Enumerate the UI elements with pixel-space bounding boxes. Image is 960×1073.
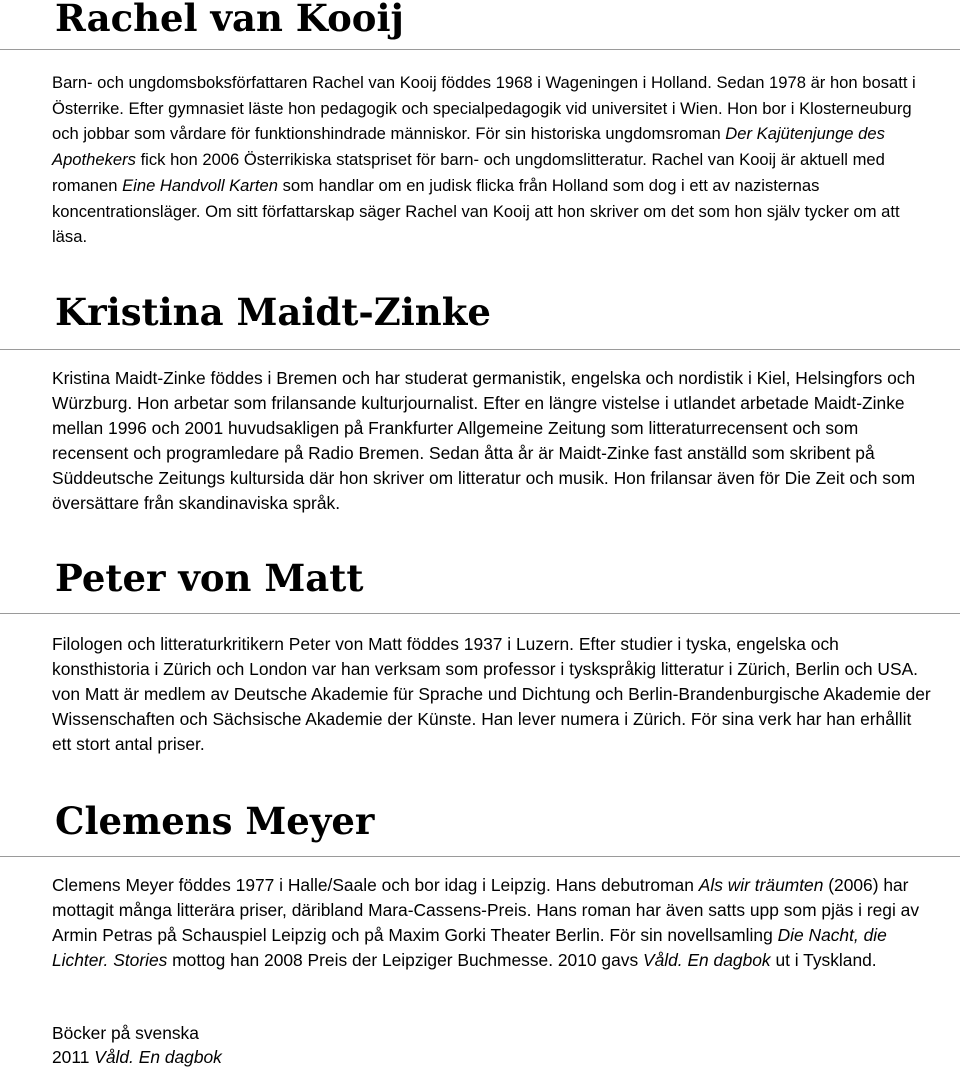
italic-title: Våld. En dagbok xyxy=(642,949,771,970)
author-heading: Peter von Matt xyxy=(55,556,364,600)
text-run: som handlar om en judisk flicka från Holland som dog i ett av nazisternas koncentrationsläger. Om sitt författarskap säger Rachel van Kooij att hon skriver om det som hon själv tycker om att läsa. xyxy=(52,175,900,247)
text-run: Kristina Maidt-Zinke föddes i Bremen och har studerat germanistik, engelska och nordistik i Kiel, Helsingfors och Würzburg. Hon arbetar som frilansande kulturjournalist. Efter en längre vistelse i utlandet arbetade Maidt-Zinke mellan 1996 och 2001 huvudsakligen på Frankfurter Allgemeine Zeitung som litteraturrecensent och som recensent och programledare på Radio Bremen. Sedan åtta år är Maidt-Zinke fast anställd som skribent på Süddeutsche Zeitungs kultursida där hon skriver om litteratur och musik. Hon frilansar även för Die Zeit och som översättare från skandinaviska språk. xyxy=(52,368,916,513)
text-run: ut i Tyskland. xyxy=(770,949,877,970)
section-divider xyxy=(0,349,960,350)
text-run: fick hon 2006 Österrikiska statspriset för barn- och ungdomslitteratur. Rachel van Kooij är aktuell med romanen xyxy=(52,150,885,195)
books-in-swedish xyxy=(52,1021,652,1069)
section-divider xyxy=(0,856,960,857)
text-run: Barn- och ungdomsboksförfattaren Rachel van Kooij föddes 1968 i Wageningen i Holland. Sedan 1978 är hon bosatt i Österrike. Efter gymnasiet läste hon pedagogik och specialpedagogik vid universitet i Wien. Hon bor i Klosterneuburg och jobbar som vårdare för funktionshindrade människor. För sin historiska ungdomsroman xyxy=(52,73,916,144)
author-bio xyxy=(52,873,932,973)
italic-title: Der Kajütenjunge des Apothekers xyxy=(52,124,885,170)
italic-title: Als wir träumten xyxy=(698,875,824,895)
section-divider xyxy=(0,49,960,50)
book-year: 2011 xyxy=(52,1047,90,1067)
italic-title: Eine Handvoll Karten xyxy=(122,175,278,195)
book-title: Våld. En dagbok xyxy=(94,1047,222,1067)
text-run: (2006) har mottagit många litterära priser, däribland Mara-Cassens-Preis. Hans roman har även satts upp som pjäs i regi av Armin Petras på Schauspiel Leipzig och på Maxim Gorki Theater Berlin. För sin novellsamling xyxy=(52,875,920,945)
text-run: Clemens Meyer föddes 1977 i Halle/Saale och bor idag i Leipzig. Hans debutroman xyxy=(52,875,699,895)
books-title: Böcker på svenska xyxy=(52,1023,199,1043)
book-entry xyxy=(52,1045,652,1069)
section-divider xyxy=(0,613,960,614)
author-bio xyxy=(52,70,932,250)
italic-title: Die Nacht, die Lichter. Stories xyxy=(52,924,887,970)
text-run: Filologen och litteraturkritikern Peter von Matt föddes 1937 i Luzern. Efter studier i tyska, engelska och konsthistoria i Zürich och London var han verksam som professor i tyskspråkig litteratur i Zürich, Berlin och USA. von Matt är medlem av Deutsche Akademie für Sprache und Dichtung och Berlin-Brandenburgische Akademie der Wissenschaften och Sächsische Akademie der Künste. Han lever numera i Zürich. För sina verk har han erhållit ett stort antal priser. xyxy=(52,634,931,754)
author-bio xyxy=(52,632,932,757)
author-heading: Rachel van Kooij xyxy=(55,0,404,40)
author-heading: Clemens Meyer xyxy=(55,799,375,843)
text-run: mottog han 2008 Preis der Leipziger Buchmesse. 2010 gavs xyxy=(167,949,643,970)
author-heading: Kristina Maidt-Zinke xyxy=(55,290,491,334)
author-bio xyxy=(52,366,932,515)
